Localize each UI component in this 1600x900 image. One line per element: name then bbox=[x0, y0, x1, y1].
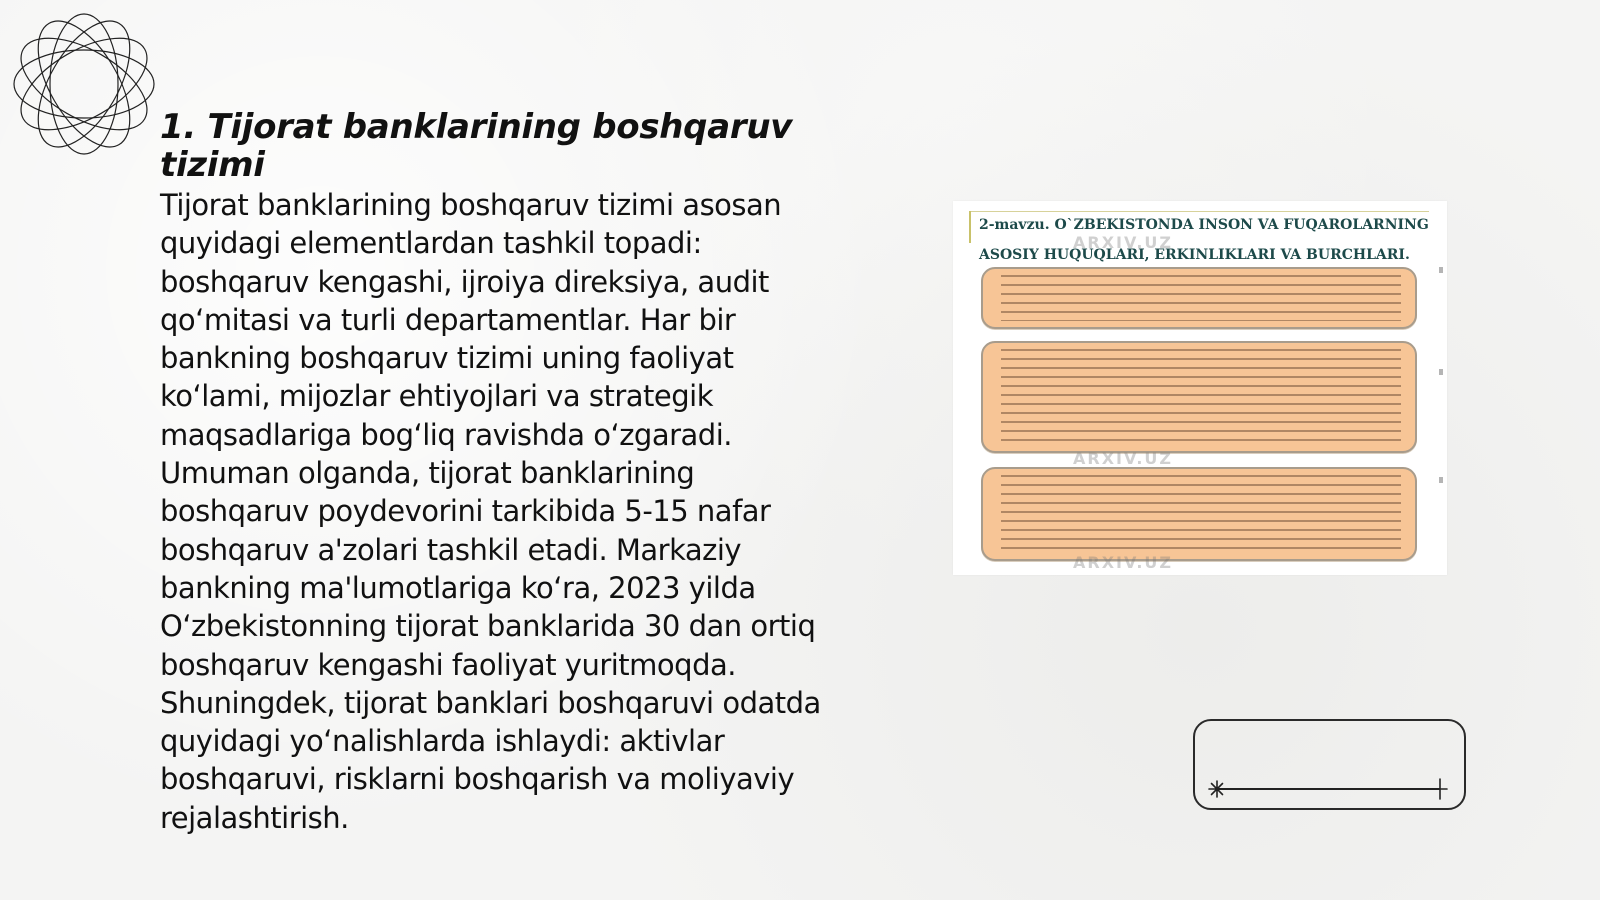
watermark-3: ARXIV.UZ bbox=[1073, 553, 1173, 572]
document-text-box-3 bbox=[981, 467, 1417, 561]
heading-rule bbox=[969, 211, 1429, 212]
heading-accent-bar bbox=[969, 211, 971, 243]
document-page-image bbox=[953, 201, 1447, 575]
sparkle-icon bbox=[1207, 779, 1227, 799]
slider-track-line bbox=[1216, 788, 1440, 790]
slide-body-text: Tijorat banklarining boshqaruv tizimi asosan quyidagi elementlardan tashkil topadi: boshqaruv kengashi, ijroiya direksiya, audit qo‘mitasi va turli departamentlar. Har bir bankning boshqaruv tizimi uning faoliyat ko‘lami, mijozlar ehtiyojlari va strategik maqsadlariga bog‘liq ravishda o‘zgaradi. Umuman olganda, tijorat banklarining boshqaruv poydevorini tarkibida 5-15 nafar boshqaruv a'zolari tashkil etadi. Markaziy bankning ma'lumotlariga ko‘ra, 2023 yilda O‘zbekistonning tijorat banklarida 30 dan ortiq boshqaruv kengashi faoliyat yuritmoqda. Shuningdek, tijorat banklari boshqaruvi odatda quyidagi yo‘nalishlarda ishlaydi: aktivlar boshqaruvi, risklarni boshqarish va moliyaviy rejalashtirish. bbox=[160, 188, 821, 835]
document-heading-line-2: ASOSIY HUQUQLARI, ERKINLIKLARI VA BURCHLARI. bbox=[979, 247, 1410, 263]
document-heading-line-1: 2-mavzu. O`ZBEKISTONDA INSON VA FUQAROLARNING bbox=[979, 217, 1429, 233]
side-mark-3 bbox=[1439, 477, 1443, 483]
orbit-ornament-icon bbox=[10, 10, 158, 158]
side-mark-1 bbox=[1439, 267, 1443, 273]
plus-marker-icon bbox=[1429, 778, 1451, 800]
watermark-1: ARXIV.UZ bbox=[1073, 233, 1173, 252]
side-mark-2 bbox=[1439, 369, 1443, 375]
decorative-slider-card bbox=[1193, 719, 1466, 810]
document-text-box-2 bbox=[981, 341, 1417, 453]
slide-title: 1. Tijorat banklarining boshqaruv tizimi bbox=[160, 107, 793, 185]
watermark-2: ARXIV.UZ bbox=[1073, 449, 1173, 468]
document-text-box-1 bbox=[981, 267, 1417, 329]
